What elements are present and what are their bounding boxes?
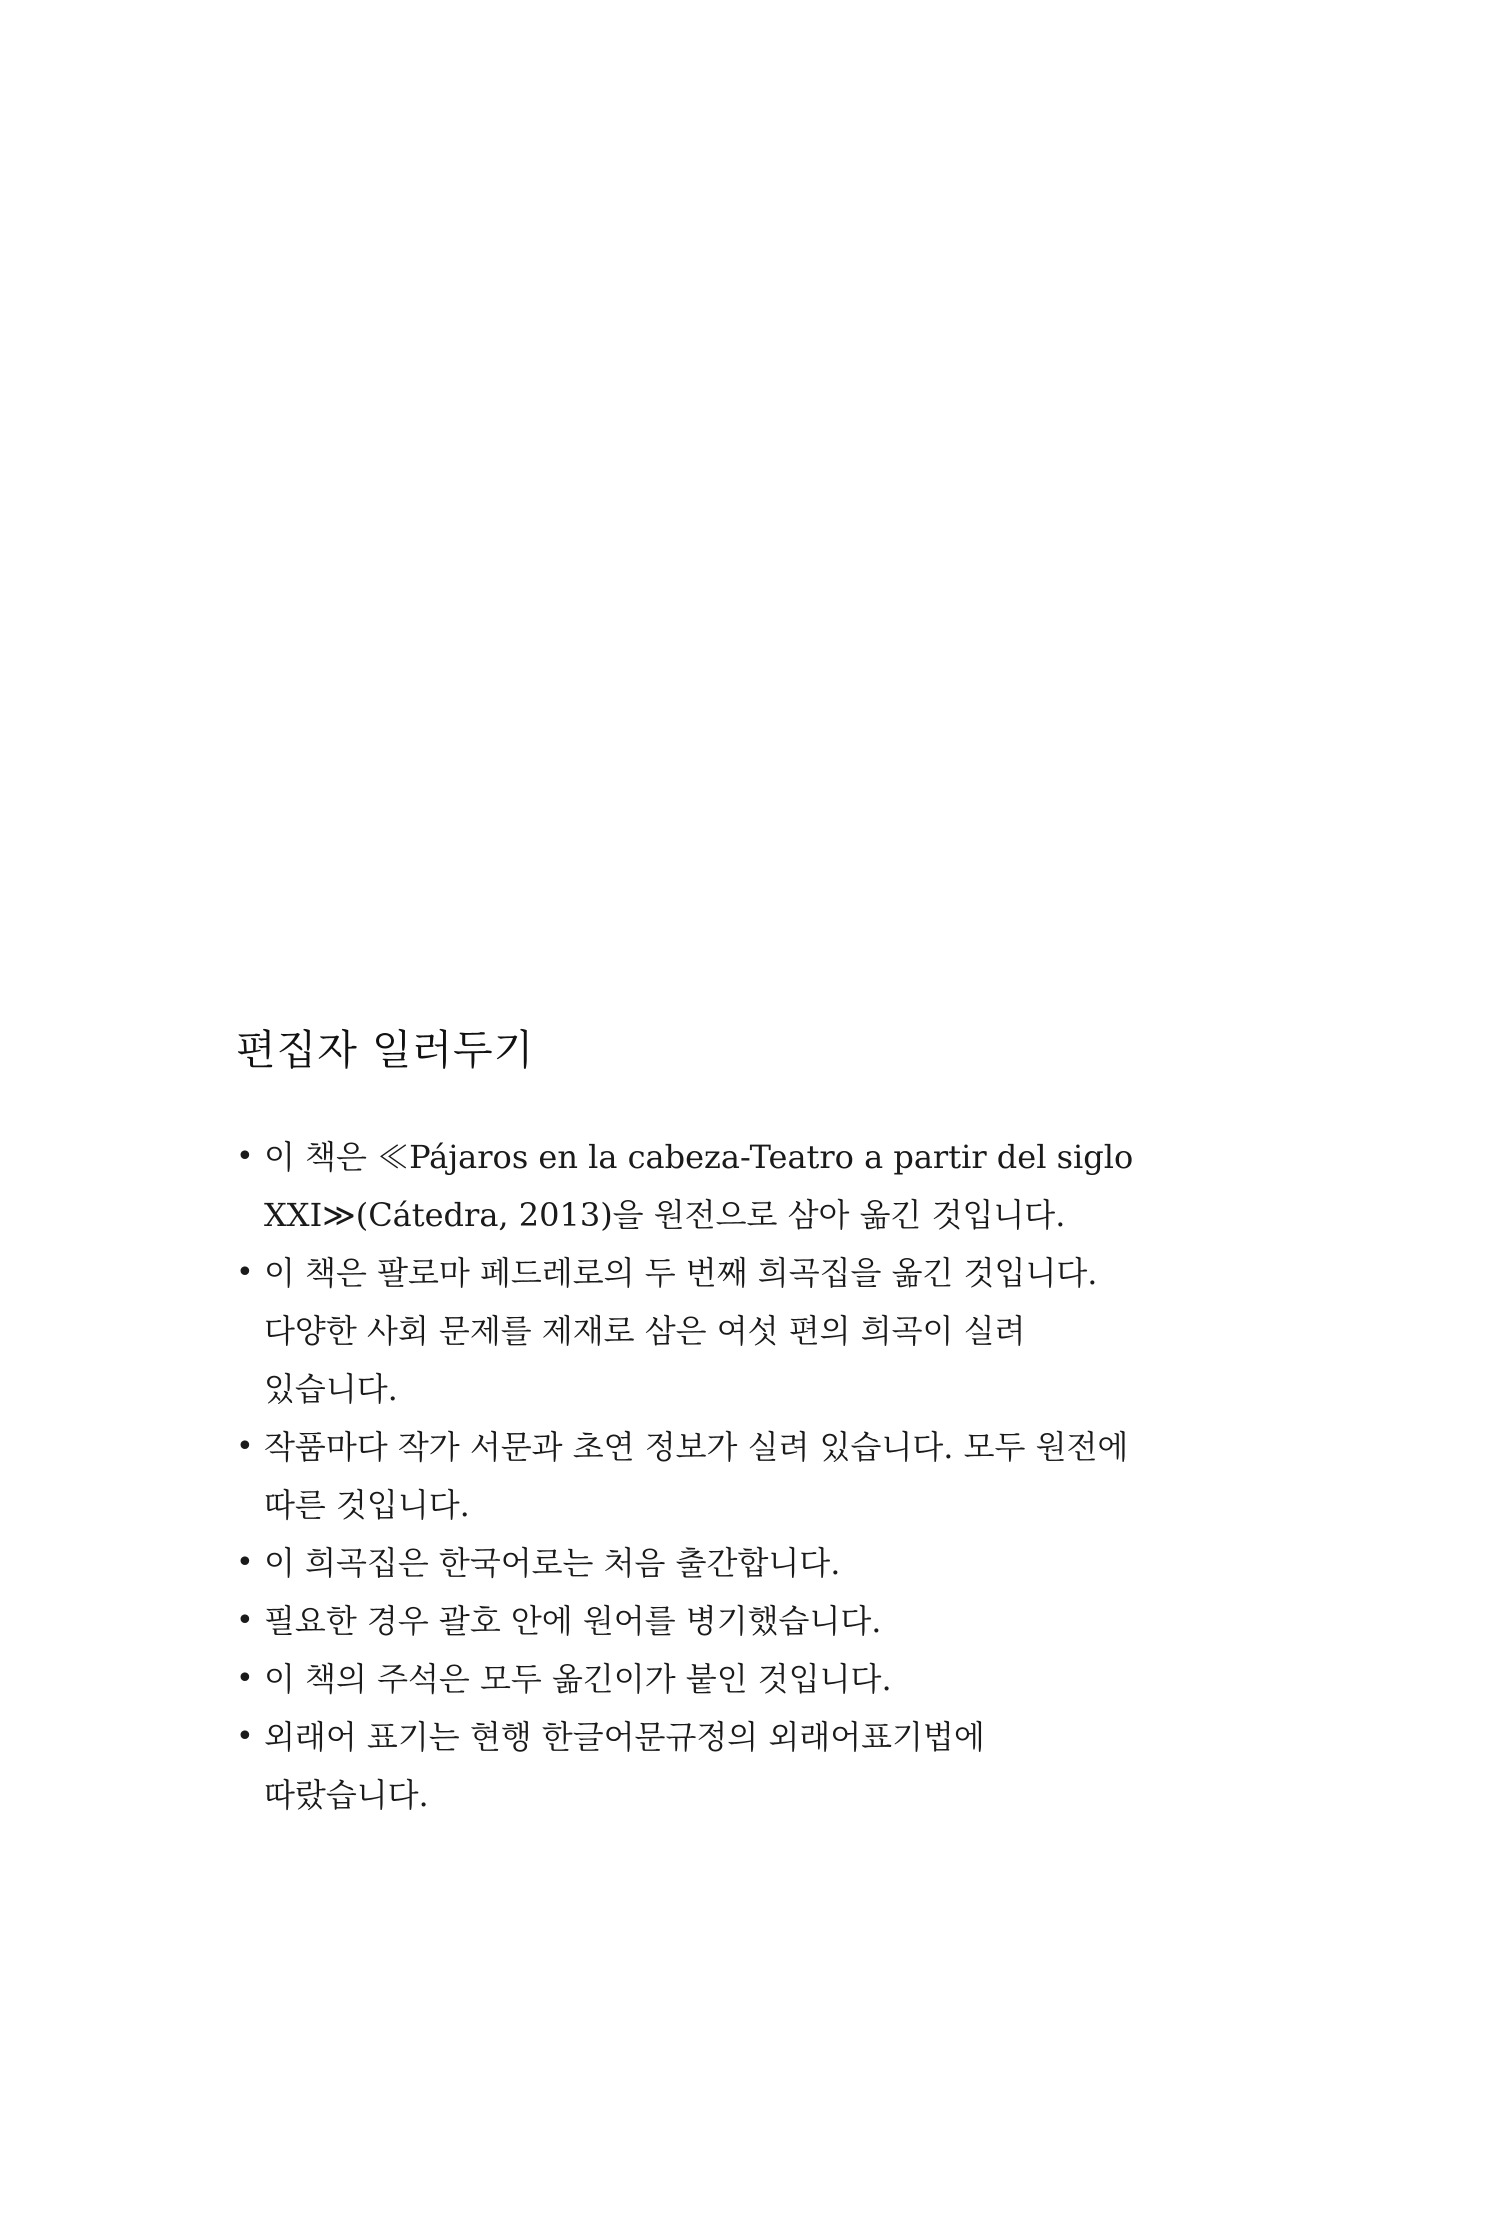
bullet-icon: • <box>236 1139 254 1174</box>
bullet-icon: • <box>236 1719 254 1754</box>
bullet-icon: • <box>236 1603 254 1638</box>
note-item-foreign-word-notation <box>236 1708 1216 1824</box>
note-item-second-collection <box>236 1244 1216 1418</box>
note-item-original-terms <box>236 1592 1216 1650</box>
note-item-source-edition <box>236 1128 1216 1244</box>
editor-notes-list <box>236 1128 1216 1824</box>
note-item-author-prefaces <box>236 1418 1216 1534</box>
note-text: 이 책의 주석은 모두 옮긴이가 붙인 것입니다. <box>264 1660 892 1698</box>
note-text: 이 희곡집은 한국어로는 처음 출간합니다. <box>264 1544 841 1582</box>
bullet-icon: • <box>236 1661 254 1696</box>
note-item-translator-footnotes <box>236 1650 1216 1708</box>
note-text: 이 책은 ≪Pájaros en la cabeza-Teatro a partir del siglo XXI≫(Cátedra, 2013)을 원전으로 삼아 옮긴 것입니다. <box>264 1138 1134 1234</box>
editor-notes-section <box>236 1020 1216 1824</box>
note-text: 작품마다 작가 서문과 초연 정보가 실려 있습니다. 모두 원전에 따른 것입니다. <box>264 1428 1129 1524</box>
editor-notes-title: 편집자 일러두기 <box>236 1026 535 1074</box>
bullet-icon: • <box>236 1255 254 1290</box>
bullet-icon: • <box>236 1545 254 1580</box>
note-text: 외래어 표기는 현행 한글어문규정의 외래어표기법에 따랐습니다. <box>264 1718 985 1814</box>
note-text: 이 책은 팔로마 페드레로의 두 번째 희곡집을 옮긴 것입니다. 다양한 사회 문제를 제재로 삼은 여섯 편의 희곡이 실려 있습니다. <box>264 1254 1098 1408</box>
note-text: 필요한 경우 괄호 안에 원어를 병기했습니다. <box>264 1602 882 1640</box>
note-item-first-korean-edition <box>236 1534 1216 1592</box>
bullet-icon: • <box>236 1429 254 1464</box>
